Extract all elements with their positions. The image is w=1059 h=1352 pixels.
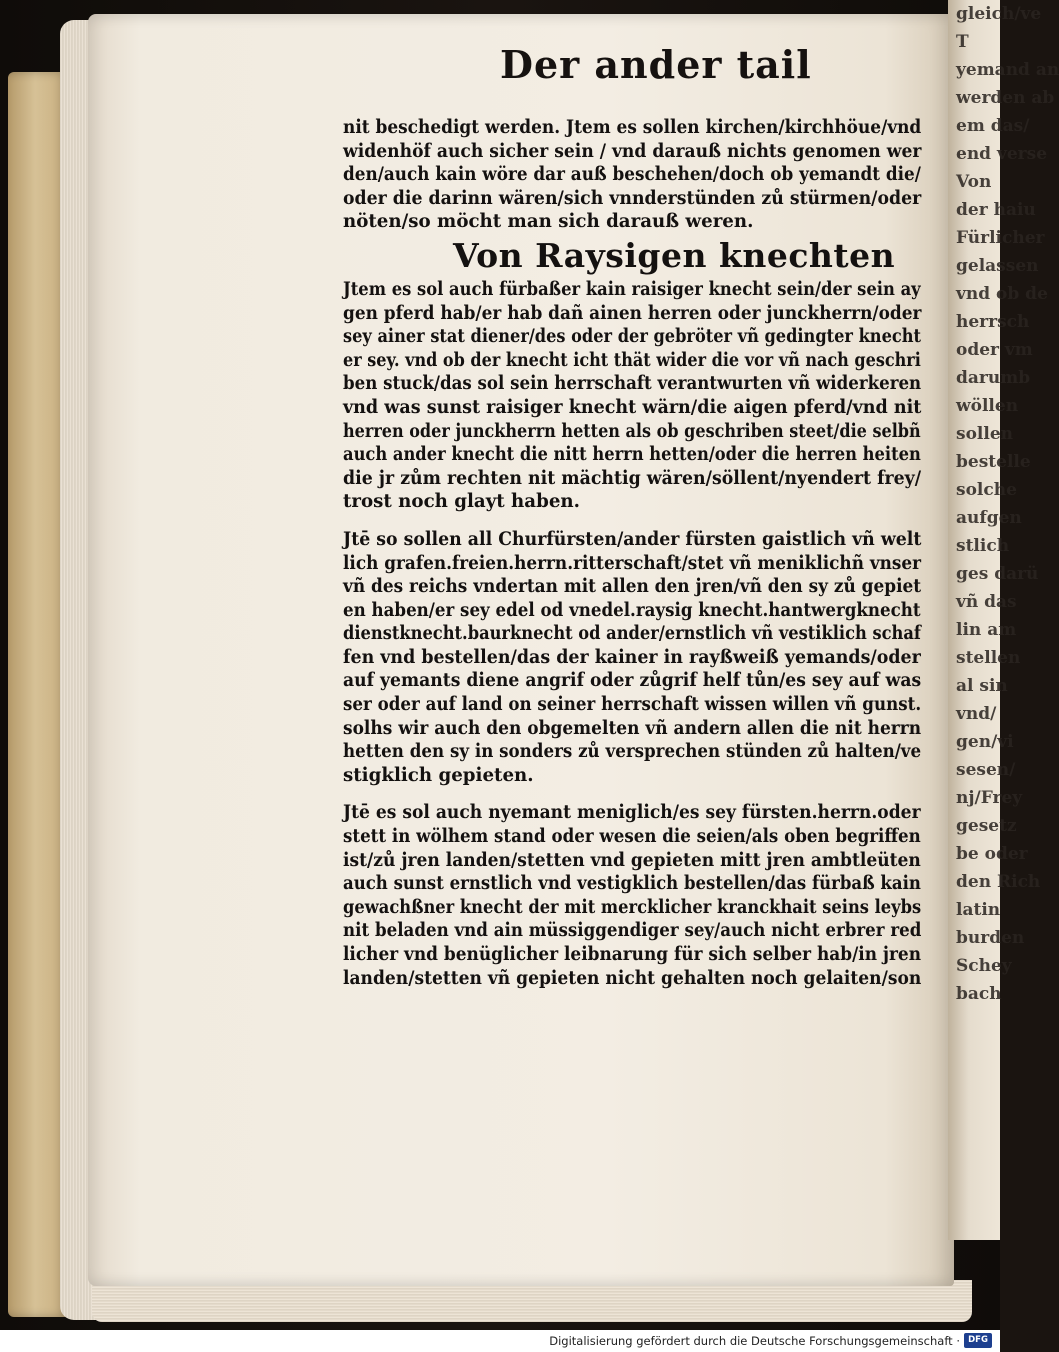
facing-page-text-fragment: lin am	[956, 620, 1017, 640]
text-line: Jtē es sol auch nyemant meniglich/es sey fürsten.herrn.oder	[343, 802, 921, 824]
facing-page-text-fragment: em das/	[956, 116, 1030, 136]
facing-page-text-fragment: Fürlicher	[956, 228, 1045, 248]
text-line: lich grafen.freien.herrn.ritterschaft/stet vñ meniklichñ vnser	[343, 552, 922, 574]
text-line: licher vnd benüglicher leibnarung für sich selber hab/in jren	[343, 944, 922, 965]
text-line: widenhöf auch sicher sein / vnd darauß nichts genomen wer	[343, 140, 922, 162]
facing-page-text-fragment: burden	[956, 928, 1025, 948]
text-line: solhs wir auch den obgemelten vñ andern allen die nit herrn	[343, 717, 922, 739]
section-heading: Von Raysigen knechten	[453, 235, 896, 275]
text-line: auch sunst ernstlich vnd vestigklich bestellen/das fürbaß kain	[343, 873, 921, 895]
paragraph-1	[343, 116, 933, 234]
text-line: trost noch glayt haben.	[343, 491, 581, 513]
facing-page-text-fragment: end verse	[956, 144, 1048, 164]
facing-page-text-fragment: gleich/ve	[956, 4, 1042, 24]
text-line: ben stuck/das sol sein herrschaft verantwurten vñ widerkeren	[343, 373, 922, 395]
facing-page-fragment	[948, 0, 1059, 1240]
footer-bar	[0, 1330, 1000, 1352]
text-block	[343, 116, 933, 990]
facing-page-text-fragment: aufgen	[956, 508, 1022, 528]
facing-page-text-fragment: yemand an	[956, 60, 1059, 80]
page-stack-bottom	[92, 1280, 972, 1322]
facing-page-text-fragment: Von	[956, 172, 992, 192]
text-line: nit beladen vnd ain müssiggendiger sey/auch nicht erbrer red	[343, 920, 922, 942]
text-line: fen vnd bestellen/das der kainer in rayßweiß yemands/oder	[343, 646, 921, 668]
facing-page-text-fragment: wöllen	[956, 396, 1019, 416]
facing-page-text-fragment: gen/vi	[956, 732, 1014, 752]
facing-page-text-fragment: Schey	[956, 956, 1012, 976]
facing-page-text-fragment: sesen/	[956, 760, 1016, 780]
text-line: den/auch kain wöre dar auß beschehen/doch ob yemandt die/	[343, 164, 921, 186]
facing-page-text-fragment: oder vm	[956, 340, 1033, 360]
facing-page-text-fragment: vñ das	[956, 592, 1017, 612]
facing-page-text-fragment: herrsch	[956, 312, 1030, 332]
text-line: en haben/er sey edel od vnedel.raysig knecht.hantwergknecht	[343, 599, 921, 621]
text-line: herren oder junckherrn hetten als ob geschriben steet/die selbñ	[343, 420, 921, 442]
text-line: auch ander knecht die nitt herrn hetten/oder die herren heiten	[343, 444, 921, 466]
facing-page-text-fragment: bestelle	[956, 452, 1031, 472]
text-line: er sey. vnd ob der knecht icht thät wider die vor vñ nach geschri	[343, 349, 921, 371]
facing-page-text-fragment: der haiu	[956, 200, 1036, 220]
facing-page-text-fragment: be oder	[956, 844, 1028, 864]
text-line: Jtem es sol auch fürbaßer kain raisiger knecht sein/der sein ay	[343, 278, 921, 300]
text-line: auf yemants diene angrif oder zůgrif helf tůn/es sey auf was	[343, 670, 922, 692]
text-line: die jr zům rechten nit mächtig wären/söllent/nyendert frey/	[343, 467, 922, 489]
paragraph-3	[343, 528, 933, 788]
dfg-logo: DFG	[964, 1333, 992, 1348]
text-line: stett in wölhem stand oder wesen die seien/als oben begriffen	[343, 826, 921, 848]
facing-page-text-fragment: vnd ob de	[956, 284, 1048, 304]
text-line: nit beschedigt werden. Jtem es sollen kirchen/kirchhöue/vnd	[343, 117, 922, 138]
facing-page-text-fragment: latin	[956, 900, 1001, 920]
facing-page-text-fragment: gesetz	[956, 816, 1017, 836]
text-line: landen/stetten vñ gepieten nicht gehalten noch gelaiten/son	[343, 967, 922, 989]
facing-page-text-fragment: darumb	[956, 368, 1031, 388]
facing-page-text-fragment: bach	[956, 984, 1002, 1004]
text-line: dienstknecht.baurknecht od ander/ernstlich vñ vestiklich schaf	[343, 623, 921, 645]
facing-page-text-fragment: solche	[956, 480, 1017, 500]
facing-page-text-fragment: gelassen	[956, 256, 1039, 276]
facing-page-text-fragment: sollen	[956, 424, 1014, 444]
facing-page-text-fragment: ges darü	[956, 564, 1039, 584]
text-line: ist/zů jren landen/stetten vnd gepieten mitt jren ambtleüten	[343, 849, 921, 871]
running-head: Der ander tail	[500, 42, 812, 87]
text-line: nöten/so möcht man sich darauß weren.	[343, 211, 754, 233]
facing-page-text-fragment: werden ab	[956, 88, 1055, 108]
facing-page-text-fragment: stlich	[956, 536, 1010, 556]
paragraph-2	[343, 278, 933, 514]
text-line: vñ des reichs vndertan mit allen den jren/vñ den sy zů gepiet	[343, 576, 922, 598]
text-line: gen pferd hab/er hab dañ ainen herren oder junckherrn/oder	[343, 302, 922, 324]
facing-page-text-fragment: den Rich	[956, 872, 1041, 892]
facing-page-text-fragment: T	[956, 32, 969, 52]
text-line: stigklich gepieten.	[343, 764, 534, 786]
facing-page-text-fragment: al sin	[956, 676, 1008, 696]
footer-credit: Digitalisierung gefördert durch die Deutsche Forschungsgemeinschaft ·	[549, 1334, 960, 1348]
paragraph-4	[343, 801, 933, 990]
text-line: ser oder auf land on seiner herrschaft wissen willen vñ gunst.	[343, 694, 922, 716]
text-line: vnd was sunst raisiger knecht wärn/die aigen pferd/vnd nit	[343, 396, 922, 418]
text-line: oder die darinn wären/sich vnnderstünden zů stürmen/oder	[343, 187, 922, 209]
text-line: Jtē so sollen all Churfürsten/ander fürsten gaistlich vñ welt	[343, 528, 922, 550]
book-cover-edge	[8, 72, 68, 1317]
text-line: hetten den sy in sonders zů versprechen stünden zů halten/ve	[343, 741, 922, 763]
facing-page-text-fragment: stellen	[956, 648, 1021, 668]
text-line: gewachßner knecht der mit mercklicher kranckhait seins leybs	[343, 896, 922, 918]
facing-page-text-fragment: nj/Frey	[956, 788, 1023, 808]
facing-page-text-fragment: vnd/	[956, 704, 997, 724]
text-line: sey ainer stat diener/des oder der gebröter vñ gedingter knecht	[343, 326, 921, 348]
